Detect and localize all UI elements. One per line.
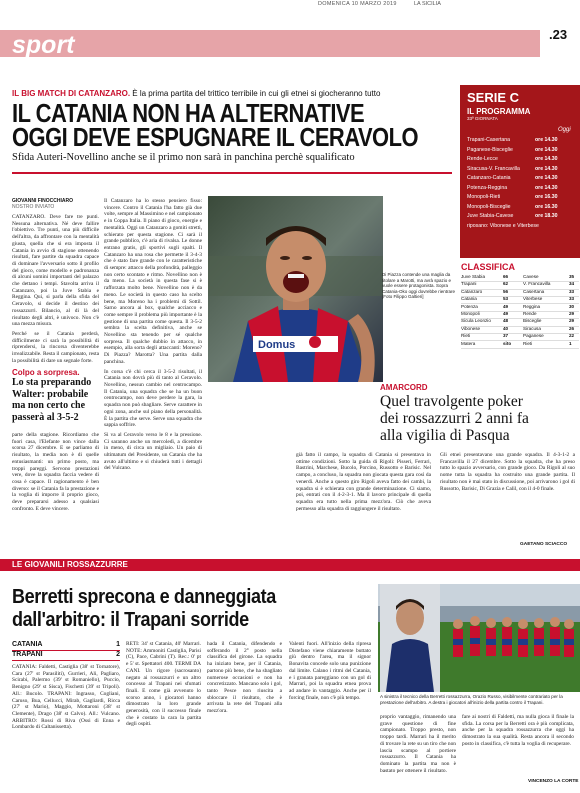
article-text-2b: In corsa c'è chi cerca il 3-5-2 risultati, il Catania non dovrà più di tanto al Ceravolo. Novellino, nessun cambio nel centrocampo. Il Catania, una squadra che se ha un buon centrocampo, non deve perdere la gara, la squadra non può sbagliare. Serve carattere in ogni zona, anche sul piano della personalità. È la partita che serve. Serve una squadra che sappia soffrire. [104,368,202,429]
article-text-1c: parte della stagione. Ricordiamo che fuori casa, l'Elefante non vince dalla scorsa 27 dicembre. E se parliamo di risultato, la media non è di quelle entusiasmanti: un primo posto, ma troppi pareggi. Servono prestazioni vere, dove la squadra faccia vedere di cosa è capace. Il ragionamento è ben diverso: se il Catania fa la prestazione e la voglia di imporre il proprio gioco, deve prepararsi adesso a qualsiasi confronto. E deve vincere. [12,432,99,512]
amarcord-headline-1: Quel travolgente poker [380,393,523,410]
fixture-time: ore 14.30 [535,165,558,172]
headline-line-1: IL CATANIA NON HA ALTERNATIVE [12,100,365,128]
kicker [12,89,380,98]
fixture-time: ore 14.30 [535,175,558,181]
youth-headline-2: dall'arbitro: il Trapani sorride [12,609,249,631]
fixture-row [467,223,575,230]
standings-team: V. Francavilla [523,281,551,287]
article-column-2 [104,198,202,553]
fixture-teams: Rende-Lecce [467,156,498,162]
score-row-away [12,651,120,661]
amarcord-column-2: Gli etnei presentavano una grande squadra. Il 4-3-1-2 a Francavilla il 27 dicembre. Sotto la squadra, che ha preso tutto lo spazio avversario, con grande gioco. Da Rigoli al suo nome tutta la squadra ha costruito una grande partita. Il risultato non è mai stato in discussione, poi arrivarono i gol di Russotto, Barisic, Di Grazia e Calil, con il 4-0 finale. [440,452,575,492]
standings-points: 34 [569,281,575,287]
standings-title: CLASSIFICA [461,262,515,272]
article-text-1: CATANZARO. Deve fare tre punti. Nessuna alternativa. Né deve fallire l'obiettivo. Tre punti, una più difficile dell'altra, da affrontare con la mentalità giusta, quella che si era imposta il Catania in avvio di stagione ottenendo risultati, fare partite da squadra capace di dominare l'avversario sotto il profilo del gioco, come modello e padronanza di alcuni uomini importanti del palazzo che dettano i tempi. Stavolta arriva il Catanzaro, poi la Juve Stabia e Reggina. Qui, si parla della sfida del Ceravolo, si decide il destino dei rossazzurri. Bilancio, al di là del risultato degli altri, è univoco. Non c'è una mezza misura. [12,214,99,328]
pull-quote-title: Colpo a sorpresa. [12,368,80,377]
kicker-label: IL BIG MATCH DI CATANZARO. [12,89,131,98]
standings-points: sito [503,340,512,346]
amarcord-label: AMARCORD [380,383,428,392]
fixture-time: ore 14.30 [535,146,558,153]
score-team-home: CATANIA [12,641,43,648]
lineups: CATANIA: Faldetti, Castiglia (38' st Tornatore), Cara (27' st Parasiliti), Gurrieri, Ali, Pagliaro, Scirabi, Palermo (39' st Romaniello), Puccio, Benigno (29' st Sisca), Fischetti (39' st Tripoli). All.: Bucolo. TRAPANI: Ingrasso, Cogliani, Caruso, Bua, Cellucci, Mirab, Gagliardi, Ricca (27' st Mario), Maggio, Mottaroni (38' st Clemente), Drago (38' st Calvo). All.: Vulcano. ARBITRO: Rossi di Riva (Ossi di Enna e Lombardo di Caltanissetta). [12,664,120,731]
amarcord-headline-3: alla vigilia di Pasqua [380,427,510,444]
fixture-row [467,175,575,182]
youth-column-4: fare ai nostri di Faldetti, ma nulla gioca il finale la sfida. La corsa per la Berretti ora è più complicata, anche per la squadra rossazzurra che oggi ha dimostrato la sua qualità. Resta ancora il secondo posto in classifica, c'è tutta la voglia di recuperare. [462,714,574,747]
standings-points: 29 [569,318,575,324]
standings-points: 40 [503,325,509,331]
fixture-time: ore 14.30 [535,156,558,162]
standings-points: 49 [503,311,509,316]
standings-team: Catanzaro [461,288,483,294]
fixture-time: ore 14.30 [535,184,558,191]
pull-quote-text: Lo sta preparando Walter: probabile ma non certo che passerà al 3-5-2 [12,377,92,423]
fixture-row [467,147,575,154]
divider [12,172,452,174]
issue-date: DOMENICA 10 MARZO 2019 [318,1,397,7]
standings-points: 33 [569,296,575,302]
section-banner [0,30,540,57]
fixtures-today: Oggi [558,127,571,133]
svg-text:Domus: Domus [258,339,296,351]
youth-section-banner [0,559,580,571]
fixture-row [467,166,575,173]
standings-points: 66 [503,274,509,279]
standings-team: Rieti [461,333,471,339]
youth-section-title: LE GIOVANILI ROSSAZZURRE [12,560,128,569]
youth-column-1: RETI: 34' st Catania, 40' Marrari. NOTE: Ammoniti Castiglia, Parisi (C), Pace, Cabrini (T). Rec.: 0' pt e 5' st. Spettatori 400. TERMI DA CANI. Un rigore (sacrosanto) negato ai rossazzurri e un altro concesso al Trapani nei sfumati finali. E come già avvenuto lo scorso anno, i giocatori hanno dimostrato la loro grande generosità, con il successo finale che è costato la cara la partita degli ospiti. [126,641,201,728]
article-text-1b: Perché se il Catania perderà, difficilmente ci sarà la possibilità di riprendersi, la rincorsa diventerebbe irrealizzabile. Resta il campionato, resta la possibilità di dare un segnale forte. [12,330,99,364]
standings-team: Juve Stabia [461,274,486,279]
fixture-row [467,194,575,201]
youth-column-3: Valenti fuori. All'inizio della ripresa Distefano viene chiaramente buttato giù dentro l'area, ma il signor Bonavita concede solo una punizione dal limite. Calano i ritmi del Catania, e i granata pareggiano con un gol di Marrari, poi la squadra etnea prova ad andare in vantaggio. Anche per il forcing finale, non c'è più tempo. [289,641,371,701]
page-number-value: 23 [552,27,568,42]
standings-points: 22 [569,333,575,339]
amarcord-signature: GAETANO SCIACCO [520,542,568,547]
pull-quote [12,368,100,423]
photo-caption: Di Piazza contende una maglia da titolare a Marotti, ma avrà spazio e vuole essere protagonista. Sopra Catania-Oko oggi dovrebbe rientrare [Foto Filippo Galtieri] [382,272,456,300]
fixture-row [467,185,575,192]
standings-team: Vibonese [461,325,481,331]
fixtures-box [460,85,580,258]
article-column-1 [12,214,99,364]
youth-headline-1: Berretti sprecona e danneggiata [12,586,276,608]
subheadline: Sfida Auteri-Novellino anche se il primo non sarà in panchina perchè squalificato [12,152,355,163]
standings-points: 56 [503,288,509,294]
fixture-time: ore 16.30 [535,194,558,200]
player-photo [208,196,383,382]
standings-team: Cavese [523,274,539,279]
fixtures-round: 33ª GIORNATA [467,116,498,121]
standings-row [461,341,579,349]
standings-points: 53 [503,296,509,302]
standings-team: Reggina [523,303,541,309]
page-number: .23 [549,27,568,42]
standings-team: Sicula Leonzio [461,318,491,324]
standings-team: Catania [461,296,477,302]
score-row-home [12,641,120,651]
standings-team: Rende [523,311,537,316]
fixture-teams: Monopoli-Bisceglie [467,203,511,210]
standings-team: Paganese [523,333,544,339]
byline [12,198,73,210]
standings-team: Trapani [461,281,477,287]
score-value-home: 1 [116,641,120,648]
fixture-teams: Juve Stabia-Cavese [467,213,514,219]
paper-name: LA SICILIA [414,1,441,7]
fixture-teams: Monopoli-Rieti [467,194,501,200]
fixture-teams: Siracusa-V. Francavilla [467,165,520,172]
youth-column-2: hada il Catania, difendendo e sofferando il 2° posto nella classifica del girone. La squadra ha iniziato bene, per il Catania, partono più bene, che ha sbagliato numerose occasioni e non ha concretizzato. Mancano solo i gol, tanto Pesce non riuscita a sbloccare il risultato, che è arrivata la rete del Trapani alla mezz'ora. [207,641,282,715]
masthead [0,0,580,10]
score-value-away: 2 [116,651,120,658]
fixtures-subtitle: IL PROGRAMMA [467,107,531,116]
youth-signature: VINCENZO LA CORTE [528,779,579,784]
standings-team: Potenza [461,303,478,309]
standings-points: 26 [569,325,575,331]
byline-role: NOSTRO INVIATO [12,204,55,210]
byline-name: GIOVANNI FINOCCHIARO [12,198,74,204]
fixture-teams: Potenza-Reggina [467,184,508,191]
player-photo-art [208,196,383,382]
standings-points: 35 [569,274,575,279]
section-title: sport [12,31,75,59]
standings-points: 33 [569,288,575,294]
youth-photo-caption: A sinistra il tecnico della Berretti rossazzurra, Orazio Russo, visibilmente contrariato per la prestazione dell'arbitro. A destra i giocatori all'inizio della partita contro il Trapani. [380,694,563,705]
fixture-row [467,204,575,211]
standings-points: 49 [503,303,509,309]
fixture-teams: Trapani-Casertana [467,137,511,143]
standings-team: Bisceglie [523,318,542,324]
headline-line-2: OGGI DEVE ESPUGNARE IL CERAVOLO [12,124,419,152]
fixture-time: ore 16.30 [535,203,558,210]
youth-photo-art [378,584,580,692]
fixture-time: ore 18.30 [535,213,558,219]
standings-points: 37 [503,333,509,339]
standings-team: Rieti [523,340,533,346]
standings-points: 62 [503,281,509,287]
kicker-text: È la prima partita del trittico terribile in cui gli etnei si giocheranno tutto [132,89,381,98]
standings-team: Viterbese [523,296,543,302]
standings-points: 30 [569,303,575,309]
fixture-teams: Catanzaro-Catania [467,175,511,181]
youth-photo [378,584,580,692]
article-text-2: Il Catanzaro ha lo stesso pensiero fisso: vincere. Contro il Catania l'ha fatto già due volte, sempre al Massimino e nel campionato e in Coppa Italia. Il piano di gioco, energie e mentalità. Oggi un Catanzaro a gomiti stretti, schierato per questa stagione. Ci sarà il grande pubblico, c'è aria di rivalsa. Le donne entrano gratis, gli sportivi sugli spalti. Il Catanzaro ha una rosa che permette il 3-4-3 che è stato fare grande con le caratteristiche di sempre: attacco della profondità, palleggio non certo scontato e ritmo. Novellino non è da meno. La società in questa fase si è rafforzata molto bene. Novellino non è da meno. Le società in questo caso ha scelto bene, ma Moreno ha i problemi di Sottil. Sarno ancora ai box, qualche acciacco e come sempre il problema più importante è la gestione di una partita come questa. Il 3-5-2 sembra la scelta definitiva, anche se Novellino sta tenendo per sé qualche sorpresa. Il qualche dubbio in attacco, in esempio, alla sorta degli attaccanti: Moreno? Di Piazza? Marotta? Una partita dalla panchina. [104,198,202,365]
amarcord-column-1: già fatto il campo, la squadra di Catania si presentava in ottime condizioni. Sotto la guida di Rigoli: Pisseri, Ferrari, Bastrini, Marchese, Bucolo, Porcino, Russotto e Barisic. Nel campo, a concluso, la squadra non giocata questa gara così da venerdì. Anche a questo giro Rigoli aveva fatto dei cambi, la squadra si è schierata con grande determinazione. Ci siamo, poi, entrati con il 4-2-3-1. Ma il lavoro principale di quella squadra era tutto nella prima mezz'ora. Ciò che aveva permesso alla squadra di raggiungere il risultato. [296,452,431,512]
standings-points: 48 [503,318,509,324]
score-team-away: TRAPANI [12,651,43,658]
fixture-row [467,156,575,163]
fixture-row [467,137,575,144]
article-column-1b [12,432,99,552]
fixture-teams: Paganese-Bisceglie [467,146,513,153]
fixture-row [467,213,575,220]
amarcord-headline-2: dei rossazzurri 2 anni fa [380,410,529,427]
standings-team: Casertana [523,288,545,294]
fixture-time: ore 14.30 [535,137,558,143]
fixtures-title: SERIE C [467,90,520,105]
standings-team: Siracusa [523,325,541,331]
standings-points: 1 [569,340,572,346]
youth-column-5: proprio vantaggio, rimanendo una grave questione di fine campionato. Troppo presto, non troppo tardi. Marrari ha il merito di trovare la rete su un tiro che non lascia scampo al portiere rossazzurro. Il Catania ha dominato la partita ma non è bastato per ottenere il risultato. [380,714,456,774]
article-text-2c: Si va al Ceravolo verso le 8 e la pressione. Ci saranno anche un mercoledì, a dicembre in meno, di circa un migliaio. Un paio di ultimatum del Presidente, un Catania che ha avuto all'ultimo e si chiuderà tutti i dettagli del Vulcano. [104,431,202,472]
standings-team: Matera [461,340,476,346]
standings-points: 29 [569,311,575,316]
fixture-teams: riposano: Vibonese e Viterbese [467,222,539,229]
standings-team: Monopoli [461,311,480,316]
